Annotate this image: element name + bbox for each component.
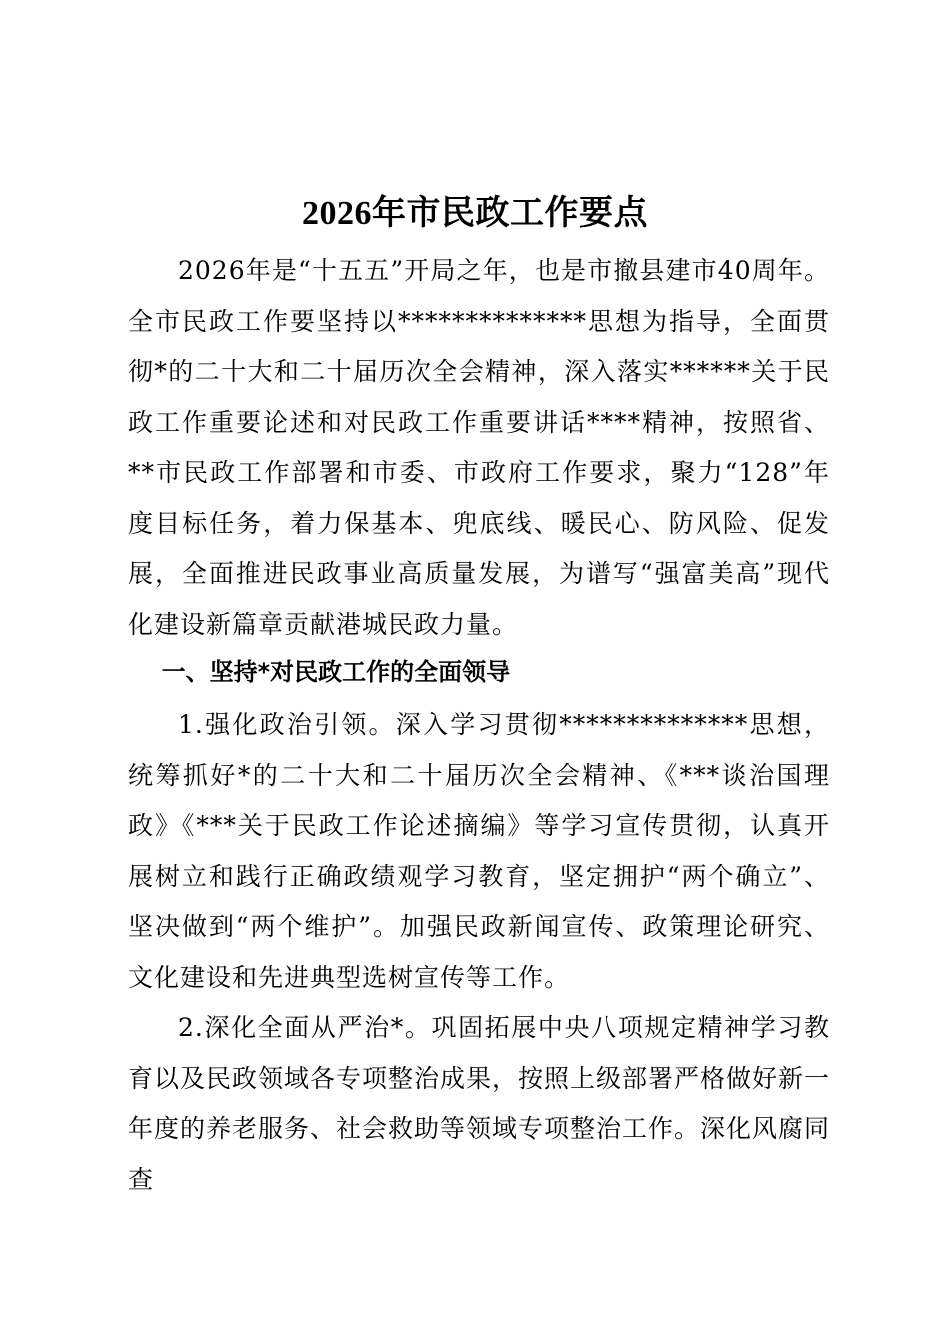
item-paragraph-2: 2.深化全面从严治*。巩固拓展中央八项规定精神学习教育以及民政领域各专项整治成果，按照上级部署严格做好新一年度的养老服务、社会救助等领域专项整治工作。深化风腐同查 (128, 1013, 831, 1194)
intro-paragraph: 2026年是“十五五”开局之年，也是市撤县建市40周年。全市民政工作要坚持以**************思想为指导，全面贯彻*的二十大和二十届历次全会精神，深入落实******关于民政工作重要论述和对民政工作重要讲话****精神，按照省、**市民政工作部署和市委、市政府工作要求，聚力“128”年度目标任务，着力保基本、兜底线、暖民心、防风险、促发展，全面推进民政事业高质量发展，为谱写“强富美高”现代化建设新篇章贡献港城民政力量。 (128, 256, 830, 639)
document-title: 2026年市民政工作要点 (302, 194, 648, 232)
section-heading: 一、坚持*对民政工作的全面领导 (161, 658, 511, 686)
item-paragraph-1: 1.强化政治引领。深入学习贯彻**************思想，统筹抓好*的二十大和二十届历次全会精神、《***谈治国理政》《***关于民政工作论述摘编》等学习宣传贯彻，认真开展树立和践行正确政绩观学习教育，坚定拥护“两个确立”、坚决做到“两个维护”。加强民政新闻宣传、政策理论研究、文化建设和先进典型选树宣传等工作。 (128, 710, 830, 992)
